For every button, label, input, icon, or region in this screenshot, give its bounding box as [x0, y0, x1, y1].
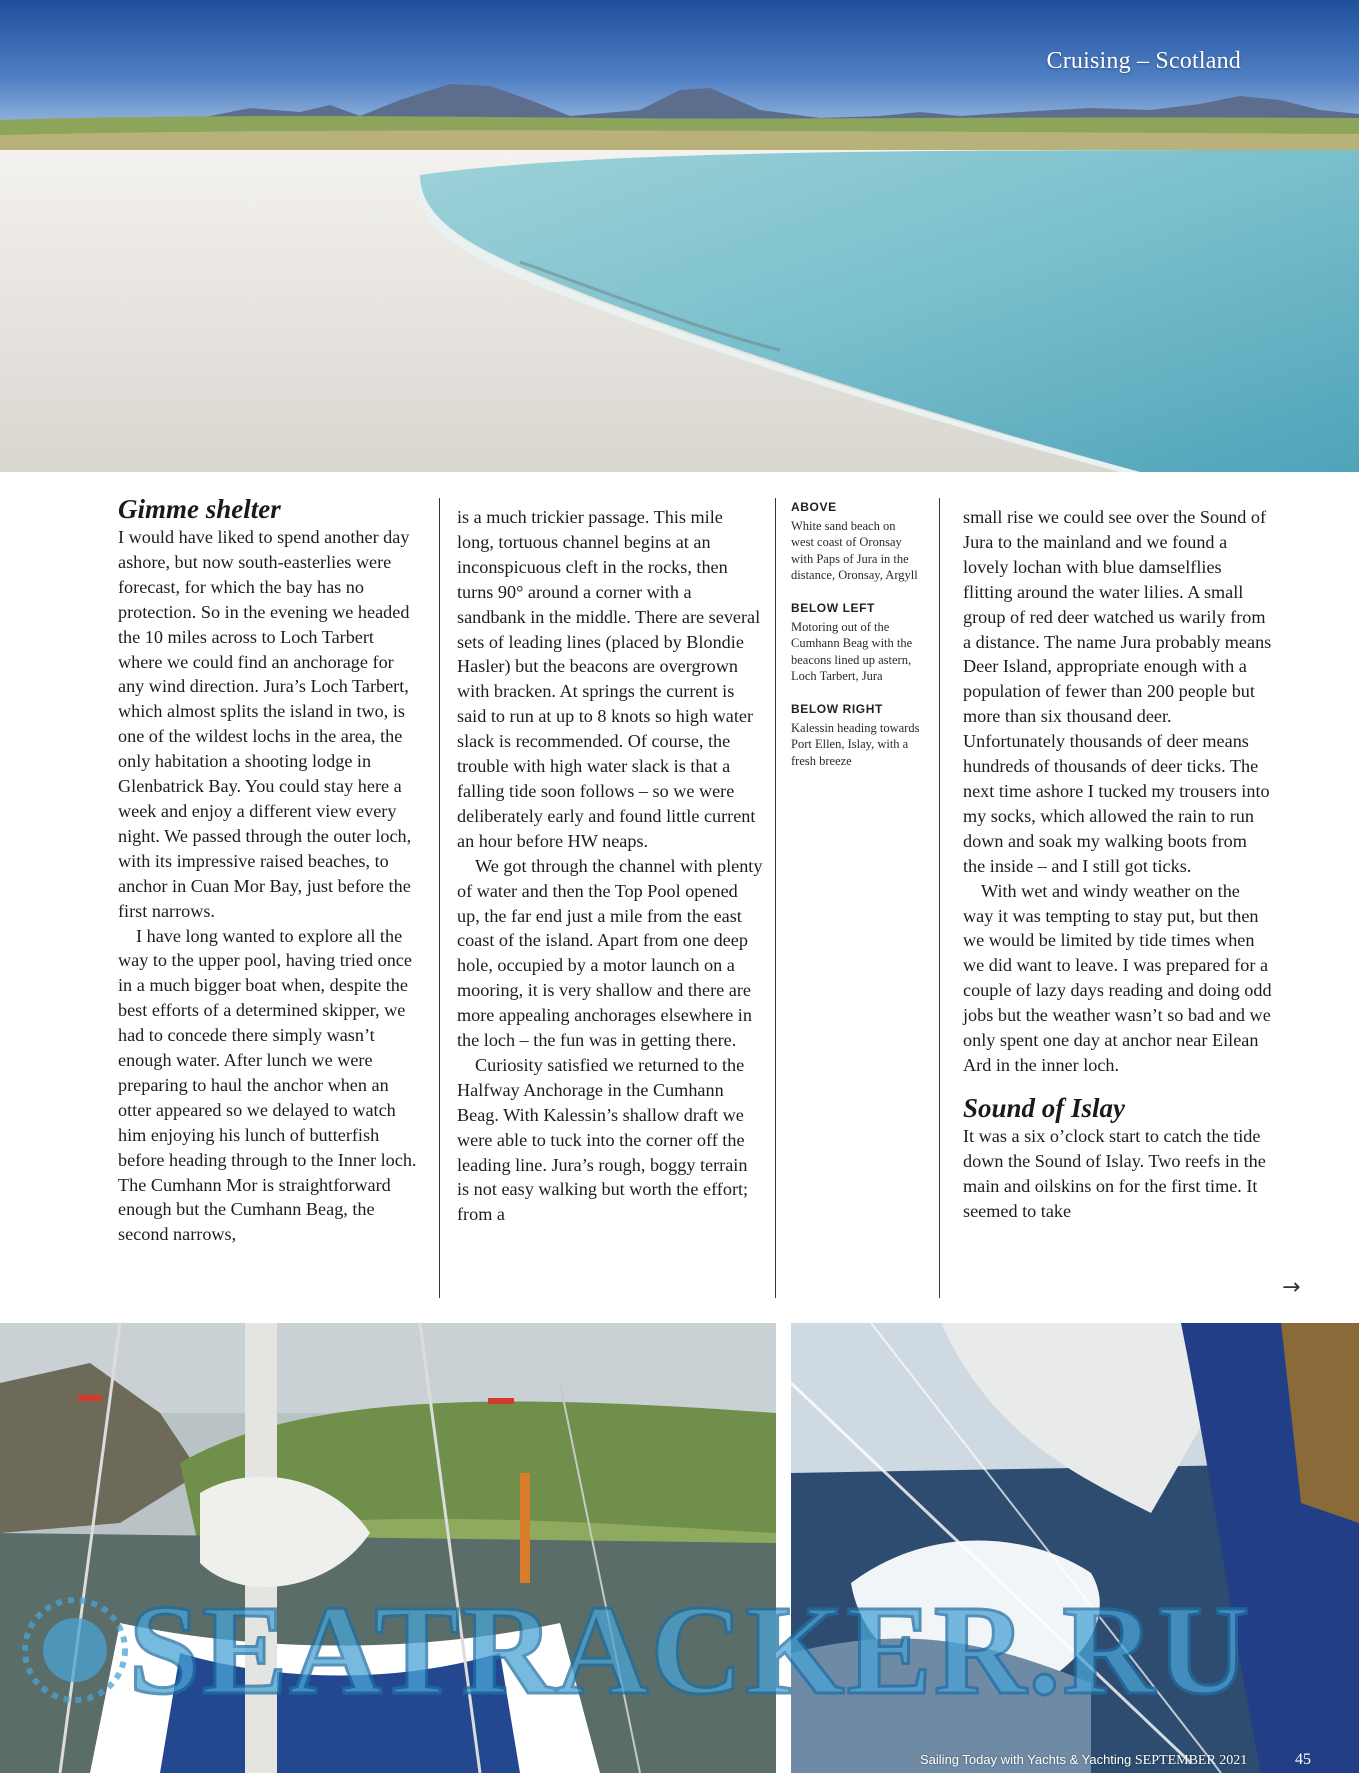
paragraph: I have long wanted to explore all the way to the upper pool, having tried once in a much bigger boat when, despite the best efforts of a determined skipper, we had to concede there simply wasn’t enough water. After lunch we were preparing to haul the anchor when an otter appeared so we delayed to watch him enjoying his lunch of butterfish before heading through to the Inner loch. The Cumhann Mor is straightforward enough but the Cumhann Beag, the second narrows,: [118, 925, 417, 1245]
page-footer: [920, 1752, 1247, 1769]
issue-date: SEPTEMBER 2021: [1134, 1753, 1248, 1768]
paragraph: is a much trickier passage. This mile long, tortuous channel begins at an inconspicuous cleft in the rocks, then turns 90° around a corner with a sandbank in the middle. There are several sets of leading lines (placed by Blondie Hasler) but the beacons are overgrown with bracken. At springs the current is said to run at up to 8 knots so high water slack is recommended. Of course, the trouble with high water slack is that a falling tide soon follows – so we were deliberately early and found little current an hour before HW neaps.: [457, 507, 761, 851]
article-column-4: [963, 505, 1273, 1223]
article-column-2: [457, 505, 763, 1227]
paragraph: We got through the channel with plenty of water and then the Top Pool opened up, the far end just a mile from the east coast of the island. Apart from one deep hole, occupied by a motor launch on a mooring, it is very shallow and there are more appealing anchorages elsewhere in the loch – the fun was in getting there.: [457, 855, 763, 1051]
column-divider: [439, 498, 440, 1298]
article-column-1: [118, 493, 422, 1247]
column-divider: [939, 498, 940, 1298]
caption-label: ABOVE: [791, 500, 837, 514]
section-heading-sound-of-islay: Sound of Islay: [963, 1092, 1126, 1123]
watermark-text: SEATRACKER.RU: [128, 1579, 1252, 1721]
column-divider: [775, 498, 776, 1298]
caption-label: BELOW RIGHT: [791, 701, 883, 716]
caption-text: Kalessin heading towards Port Ellen, Islay, with a fresh breeze: [791, 720, 920, 768]
caption-text: White sand beach on west coast of Oronsay with Paps of Jura in the distance, Oronsay, Argyll: [791, 518, 918, 583]
paragraph: I would have liked to spend another day ashore, but now south-easterlies were forecast, for which the bay has no protection. So in the evening we headed the 10 miles across to Loch Tarbert where we could find an anchorage for any wind direction. Jura’s Loch Tarbert, which almost splits the island in two, is one of the wildest lochs in the area, the only habitation a shooting lodge in Glenbatrick Bay. You could stay here a week and enjoy a different view every night. We passed through the outer loch, with its impressive raised beaches, to anchor in Cuan Mor Bay, just before the first narrows.: [118, 527, 412, 921]
caption-text: Motoring out of the Cumhann Beag with the beacons lined up astern, Loch Tarbert, Jura: [791, 619, 913, 684]
yacht-heeling-illustration: [791, 1323, 1359, 1773]
photo-below-right: [791, 1323, 1359, 1773]
magazine-name: Sailing Today with Yachts & Yachting: [920, 1752, 1132, 1767]
paragraph: It was a six o’clock start to catch the tide down the Sound of Islay. Two reefs in the main and oilskins on for the first time. It seemed to take: [963, 1125, 1266, 1221]
caption-label: BELOW LEFT: [791, 600, 875, 615]
section-heading-gimme-shelter: Gimme shelter: [118, 494, 281, 524]
paragraph: small rise we could see over the Sound of Jura to the mainland and we found a lovely lochan with blue damselflies flitting around the water lilies. A small group of red deer watched us warily from a distance. The name Jura probably means Deer Island, appropriate enough with a population of fewer than 200 people but more than six thousand deer. Unfortunately thousands of deer means hundreds of thousands of deer ticks. The next time ashore I tucked my trousers into my socks, which allowed the rain to run down and soak my walking boots from the inside – and I still got ticks.: [963, 507, 1272, 876]
photo-below-left: [0, 1323, 776, 1773]
paragraph: With wet and windy weather on the way it was tempting to stay put, but then we would be limited by tide times when we did want to leave. I was prepared for a couple of lazy days reading and doing odd jobs but the weather wasn’t so bad and we only spent one day at anchor near Eilean Ard in the inner loch.: [963, 880, 1272, 1075]
section-label: Cruising – Scotland: [1046, 48, 1241, 74]
hero-photo-beach: [0, 0, 1359, 472]
continue-arrow-icon: →: [1282, 1275, 1301, 1300]
paragraph: Curiosity satisfied we returned to the Halfway Anchorage in the Cumhann Beag. With Kalessin’s shallow draft we were able to tuck into the corner off the leading line. Jura’s rough, boggy terrain is not easy walking but worth the effort; from a: [457, 1054, 749, 1225]
photo-captions: [791, 499, 921, 785]
page-number: 45: [1295, 1751, 1311, 1768]
loch-channel-illustration: [0, 1323, 776, 1773]
